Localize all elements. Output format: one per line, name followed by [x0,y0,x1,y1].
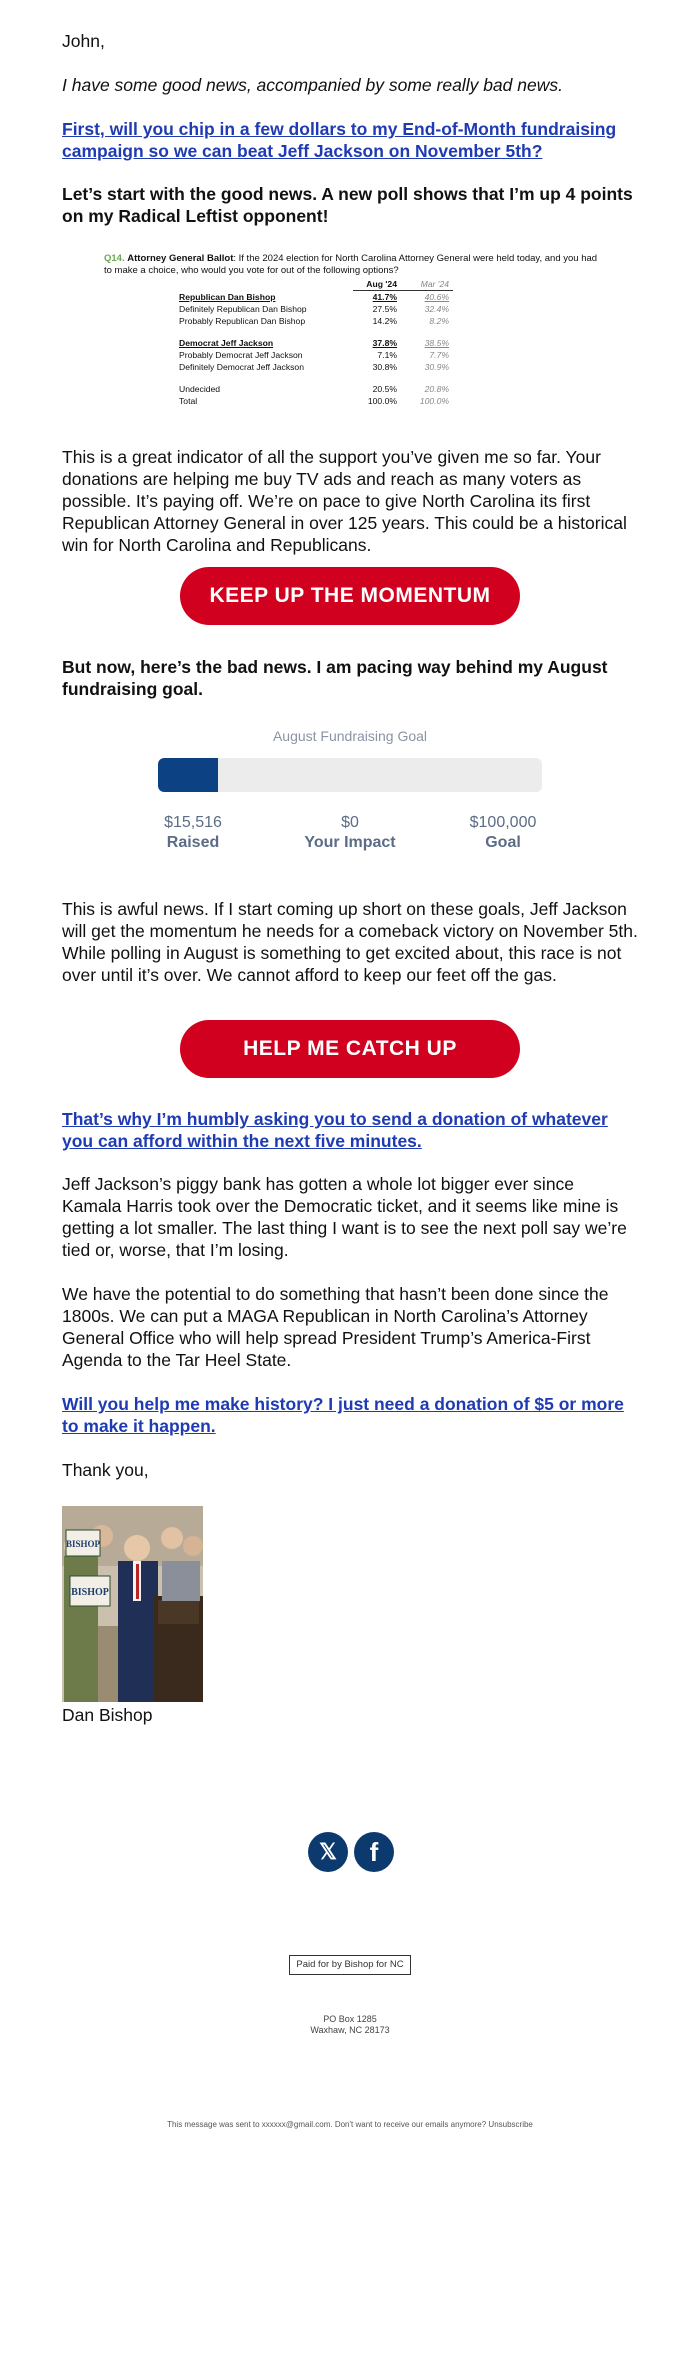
poll-row-label: Undecided [179,384,221,394]
photo-sign-2: BISHOP [71,1587,109,1598]
poll-row-label: Probably Democrat Jeff Jackson [179,350,303,360]
x-icon[interactable] [308,1832,348,1872]
candidate-photo-image [62,1506,203,1702]
poll-col-aug: Aug '24 [353,278,401,291]
donate-link-3[interactable] [62,1393,638,1437]
poll-row-label: Democrat Jeff Jackson [179,338,274,348]
poll-row-aug: 41.7% [372,292,397,302]
link-make-history[interactable]: Will you help me make history? I just need a donation of $5 or more to make it happen. [62,1394,624,1436]
address-line-2: Waxhaw, NC 28173 [310,2025,390,2035]
poll-row-mar: 20.8% [424,384,449,394]
donate-link-1[interactable] [62,118,638,162]
poll-row-label: Total [179,396,198,406]
poll-row-label: Definitely Republican Dan Bishop [179,304,307,314]
impact-value: $0 [341,814,359,831]
x-glyph: 𝕏 [319,1839,337,1864]
raised-label: Raised [166,834,220,851]
meter-raised [128,813,258,853]
thank-you: Thank you, [62,1460,149,1480]
poll-row-aug: 14.2% [372,316,397,326]
greeting: John, [62,31,105,51]
poll-row-mar: 100.0% [419,396,449,406]
donate-link-2[interactable] [62,1108,638,1152]
poll-row-mar: 38.5% [424,338,449,348]
good-news-heading: Let’s start with the good news. A new poll shows that I’m up 4 points on my Radical Leftist opponent! [62,184,633,226]
poll-question [104,253,604,277]
impact-label: Your Impact [304,834,396,851]
photo-sign-1: BISHOP [65,1539,101,1549]
poll-row-aug: 7.1% [377,350,397,360]
piggy-bank-paragraph: Jeff Jackson’s piggy bank has gotten a whole lot bigger ever since Kamala Harris took over the Democratic ticket, and it seems like mine is getting a lot smaller. The last thing I want is to see the next poll say we’re tied or, worse, that I’m losing. [62,1174,627,1260]
poll-row-mar: 30.9% [424,362,449,372]
signature-name: Dan Bishop [62,1705,153,1725]
poll-row-aug: 100.0% [367,396,397,406]
goal-label: Goal [485,834,521,851]
poll-row [179,337,453,349]
raised-value: $15,516 [164,814,222,831]
poll-row [179,291,453,304]
paid-for-disclaimer: Paid for by Bishop for NC [289,1955,411,1975]
poll-col-mar: Mar '24 [401,278,453,291]
goal-value: $100,000 [469,814,537,831]
potential-paragraph: We have the potential to do something that hasn’t been done since the 1800s. We can put a MAGA Republican in North Carolina’s Attorney General Office who will help spread President Trump’s America-First Agenda to the Tar Heel State. [62,1284,609,1370]
link-donation-five-minutes[interactable]: That’s why I’m humbly asking you to send a donation of whatever you can afford within the next five minutes. [62,1109,608,1151]
poll-row [179,383,453,395]
fundraising-meter [158,728,542,868]
meter-impact [285,813,415,853]
poll-row-mar: 7.7% [429,350,449,360]
indicator-paragraph: This is a great indicator of all the support you’ve given me so far. Your donations are helping me buy TV ads and reach as many voters as possible. It’s paying off. We’re on pace to give North Carolina its first Republican Attorney General in over 125 years. This could be a historical win for North Carolina and Republicans. [62,447,627,555]
facebook-glyph: f [369,1836,379,1867]
link-chip-in[interactable]: First, will you chip in a few dollars to my End-of-Month fundraising campaign so we can beat Jeff Jackson on November 5th? [62,119,617,161]
poll-row-aug: 27.5% [372,304,397,314]
poll-question-title: Attorney General Ballot [127,253,234,264]
facebook-icon[interactable] [354,1832,394,1872]
candidate-photo [62,1506,203,1702]
address-line-1: PO Box 1285 [323,2014,377,2024]
intro-text: I have some good news, accompanied by some really bad news. [62,75,563,95]
poll-row-label: Republican Dan Bishop [179,291,276,302]
help-catch-up-button[interactable]: HELP ME CATCH UP [180,1020,520,1078]
poll-row-aug: 37.8% [372,338,397,348]
meter-goal [438,813,568,853]
meter-title: August Fundraising Goal [272,728,428,744]
poll-row [179,361,453,373]
poll-row-mar: 32.4% [424,304,449,314]
meter-fill [158,758,218,792]
poll-row [179,315,453,327]
poll-row-aug: 30.8% [372,362,397,372]
poll-row-aug: 20.5% [372,384,397,394]
poll-row [179,395,453,407]
meter-track [158,758,542,792]
poll-row-label: Definitely Democrat Jeff Jackson [179,362,304,372]
poll-image [104,253,604,406]
bad-news-heading: But now, here’s the bad news. I am pacing way behind my August fundraising goal. [62,657,608,699]
keep-momentum-button[interactable]: KEEP UP THE MOMENTUM [180,567,520,625]
poll-question-number: Q14. [104,253,125,264]
poll-row-label: Probably Republican Dan Bishop [179,316,306,326]
poll-row [179,303,453,315]
poll-question-text: : If the 2024 election for North Carolina Attorney General were held today, and you had to make a choice, who would you vote for out of the following options? [104,253,598,276]
poll-row-mar: 40.6% [424,292,449,302]
poll-row [179,349,453,361]
poll-table [179,278,453,407]
poll-header-row [179,278,453,291]
poll-row-mar: 8.2% [429,316,449,326]
awful-news-paragraph: This is awful news. If I start coming up short on these goals, Jeff Jackson will get the momentum he needs for a comeback victory on November 5th. While polling in August is something to get excited about, this race is not over until it’s over. We cannot afford to keep our feet off the gas. [62,899,638,985]
social-links [308,1832,398,1872]
unsubscribe-notice[interactable]: This message was sent to xxxxxx@gmail.com. Don't want to receive our emails anymore? Unsubscribe [167,2120,533,2129]
